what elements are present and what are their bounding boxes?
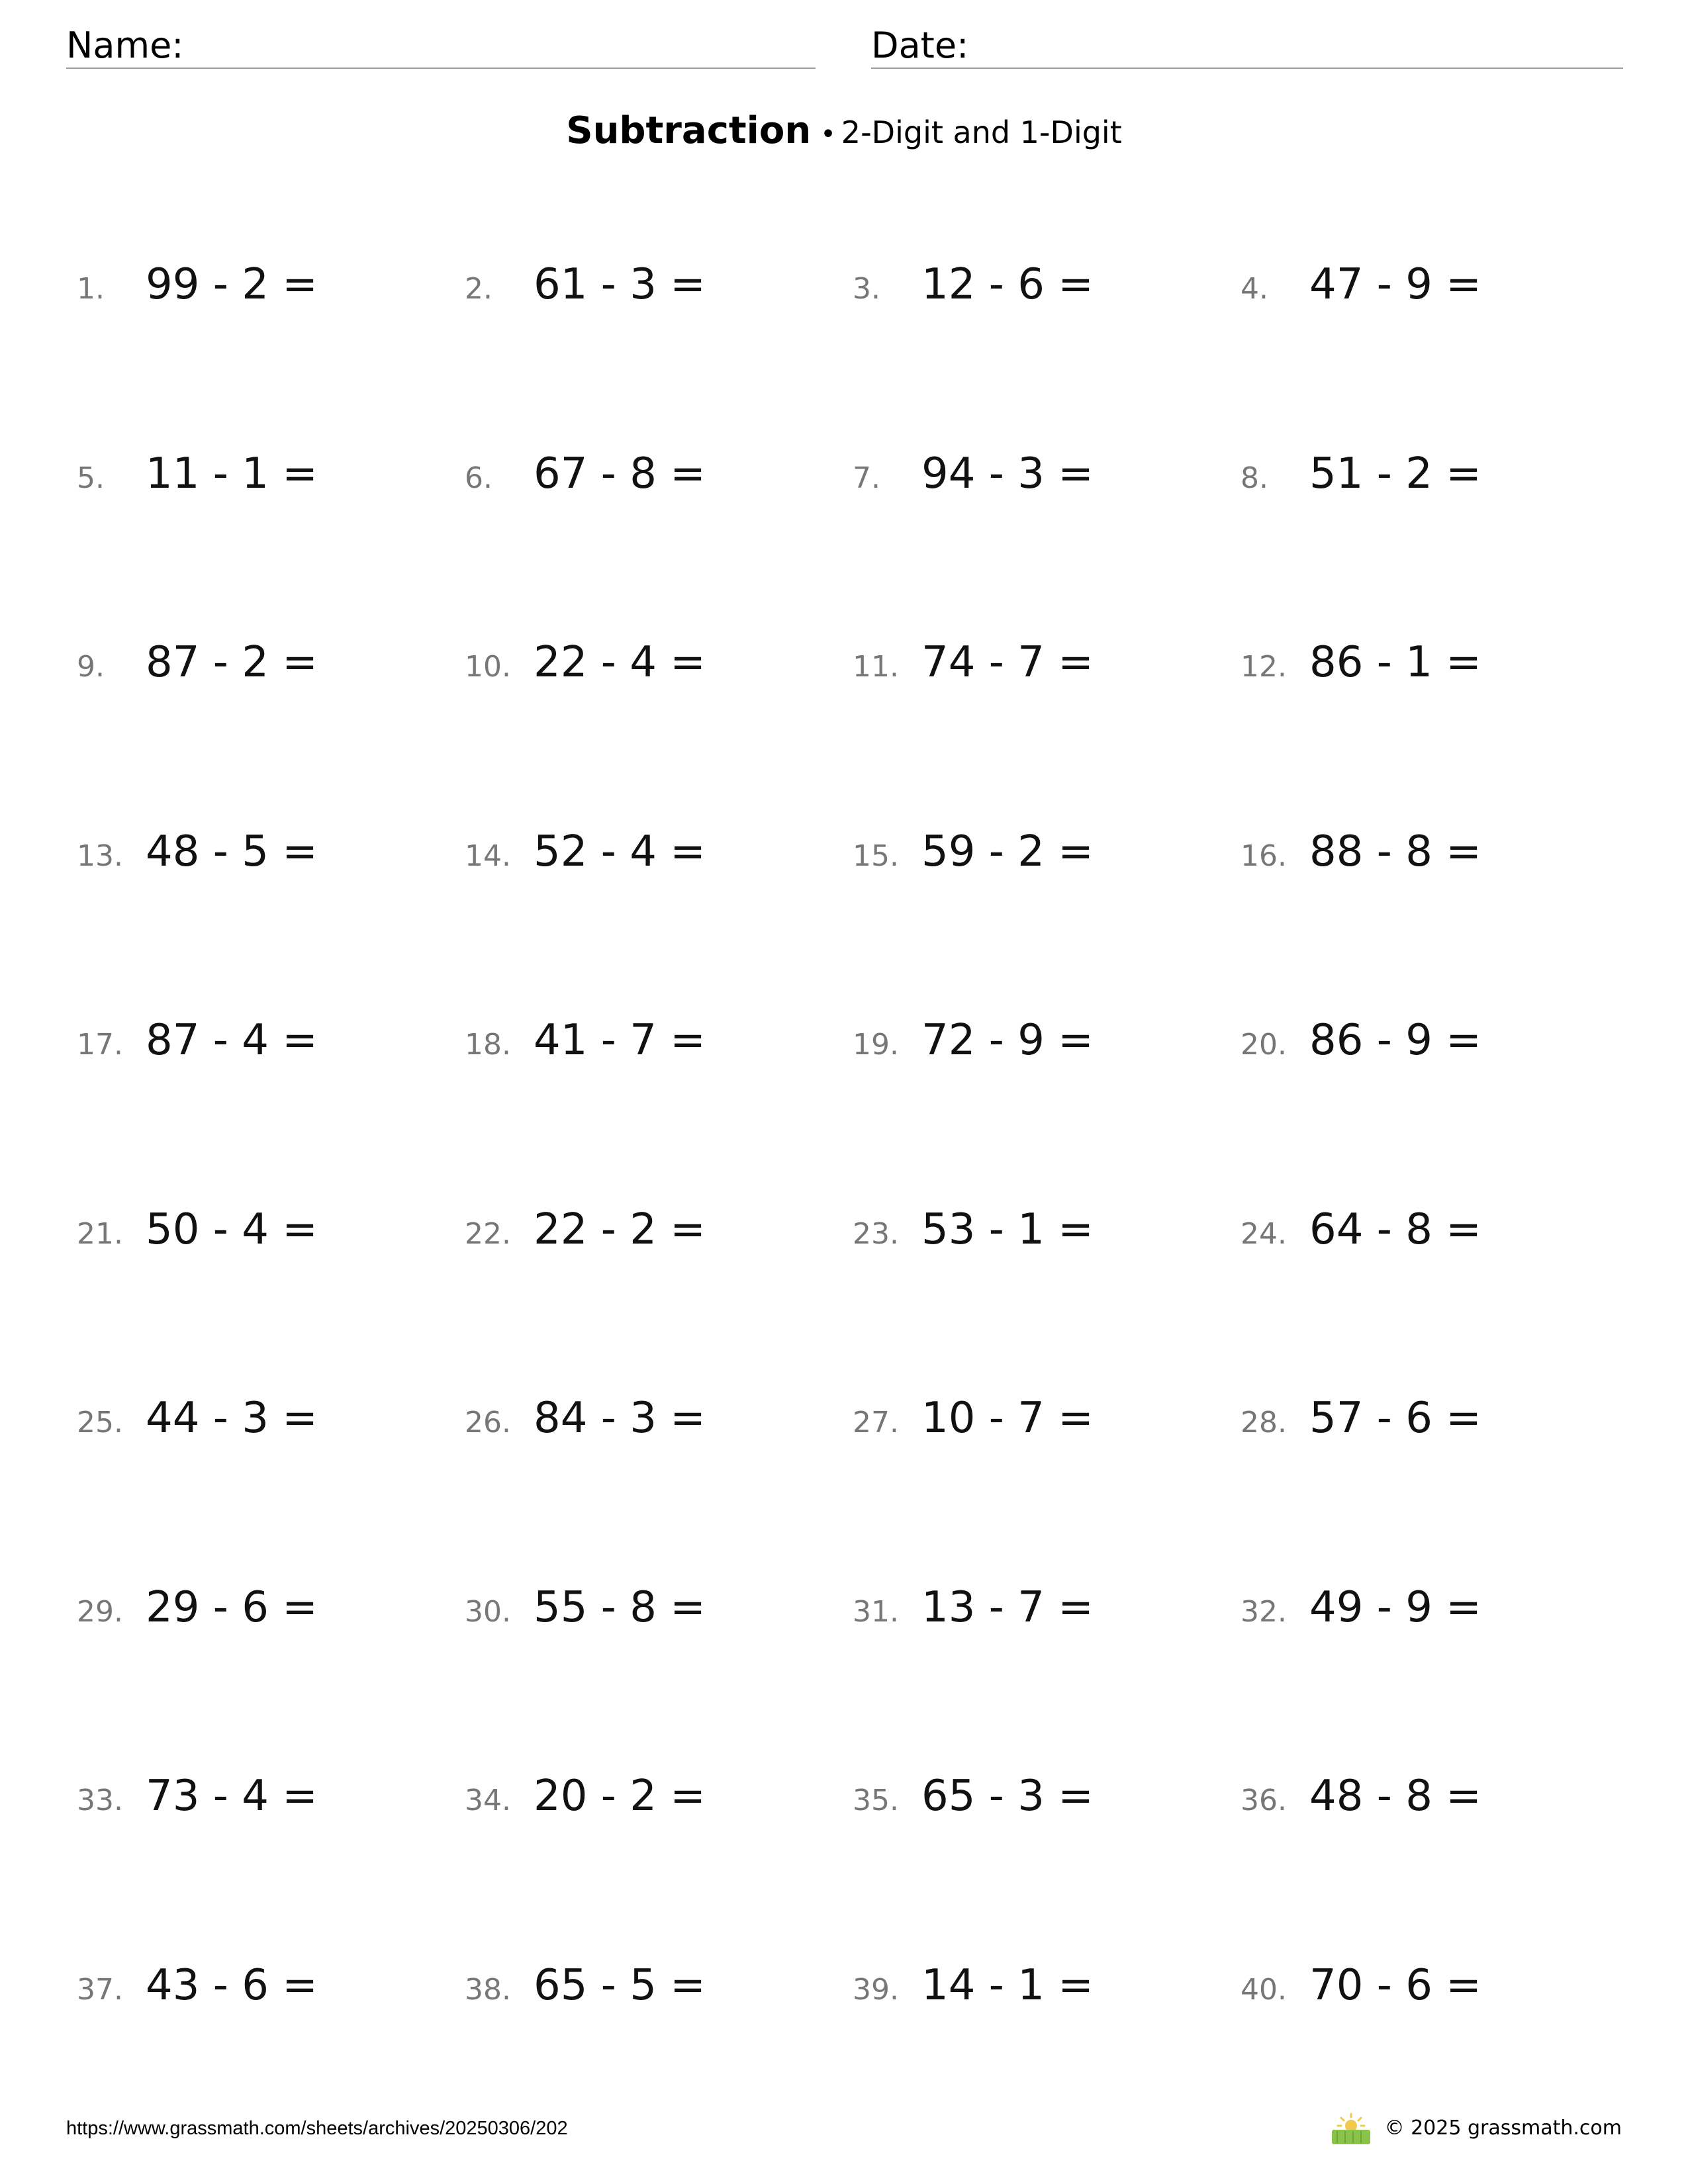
problem-item — [1241, 629, 1628, 696]
problem-item — [465, 1385, 853, 1451]
problem-number: 12. — [1241, 650, 1287, 684]
problem-number: 8. — [1241, 461, 1268, 495]
problem-item — [1241, 1952, 1628, 2019]
problem-number: 27. — [853, 1406, 899, 1439]
problem-expression: 29 - 6 = — [146, 1582, 318, 1632]
problem-expression: 20 - 2 = — [534, 1772, 706, 1821]
problem-number: 29. — [77, 1594, 123, 1629]
problem-number: 9. — [77, 650, 105, 684]
problem-expression: 84 - 3 = — [534, 1394, 706, 1443]
problem-item — [77, 1574, 465, 1641]
problem-item — [77, 1197, 465, 1263]
problem-expression: 11 - 1 = — [146, 449, 318, 498]
problem-expression: 72 - 9 = — [921, 1016, 1094, 1065]
problem-number: 17. — [77, 1028, 123, 1062]
date-field[interactable] — [871, 24, 1623, 69]
problem-number: 5. — [77, 461, 105, 495]
problem-number: 13. — [77, 839, 123, 873]
problem-item — [1241, 1385, 1628, 1451]
problem-item — [77, 819, 465, 885]
problem-number: 23. — [853, 1216, 899, 1251]
problem-item — [1241, 1763, 1628, 1829]
problem-number: 28. — [1241, 1406, 1287, 1439]
problem-expression: 65 - 5 = — [534, 1960, 706, 2010]
problem-item — [853, 1763, 1241, 1829]
title-main: Subtraction — [566, 109, 812, 152]
problem-item — [853, 819, 1241, 885]
grass-sun-logo-icon — [1329, 2111, 1373, 2146]
problem-number: 16. — [1241, 839, 1287, 873]
problem-expression: 74 - 7 = — [921, 638, 1094, 687]
problem-item — [465, 441, 853, 507]
problem-number: 22. — [465, 1216, 511, 1251]
problem-number: 15. — [853, 839, 899, 873]
problem-item — [465, 819, 853, 885]
problem-expression: 73 - 4 = — [146, 1772, 318, 1821]
problem-expression: 88 - 8 = — [1309, 827, 1481, 876]
problem-expression: 99 - 2 = — [146, 260, 318, 309]
problem-item — [1241, 1574, 1628, 1641]
problem-number: 24. — [1241, 1216, 1287, 1251]
problem-item — [1241, 819, 1628, 885]
problem-expression: 65 - 3 = — [921, 1772, 1094, 1821]
problem-expression: 55 - 8 = — [534, 1582, 706, 1632]
problem-expression: 44 - 3 = — [146, 1394, 318, 1443]
problem-number: 32. — [1241, 1594, 1287, 1629]
title-separator: • — [820, 119, 836, 150]
problem-item — [465, 1574, 853, 1641]
problem-expression: 22 - 4 = — [534, 638, 706, 687]
problem-expression: 53 - 1 = — [921, 1205, 1094, 1254]
problem-item — [853, 251, 1241, 318]
problem-expression: 13 - 7 = — [921, 1582, 1094, 1632]
problem-expression: 10 - 7 = — [921, 1394, 1094, 1443]
problem-item — [1241, 1197, 1628, 1263]
problem-item — [853, 629, 1241, 696]
date-label: Date: — [871, 24, 969, 66]
problem-item — [1241, 251, 1628, 318]
problem-number: 14. — [465, 839, 511, 873]
problem-item — [77, 1385, 465, 1451]
problem-number: 21. — [77, 1216, 123, 1251]
problem-expression: 48 - 8 = — [1309, 1772, 1481, 1821]
name-field[interactable] — [66, 24, 816, 69]
problem-number: 36. — [1241, 1784, 1287, 1817]
problem-item — [77, 1763, 465, 1829]
problem-expression: 22 - 2 = — [534, 1205, 706, 1254]
problem-expression: 57 - 6 = — [1309, 1394, 1481, 1443]
problem-item — [77, 1952, 465, 2019]
problem-number: 3. — [853, 272, 880, 306]
problem-item — [853, 1197, 1241, 1263]
problem-item — [853, 441, 1241, 507]
problem-item — [1241, 441, 1628, 507]
problem-number: 20. — [1241, 1028, 1287, 1062]
problem-number: 11. — [853, 650, 899, 684]
problem-item — [853, 1385, 1241, 1451]
problem-number: 18. — [465, 1028, 511, 1062]
problem-item — [77, 441, 465, 507]
problem-number: 37. — [77, 1972, 123, 2007]
problem-expression: 52 - 4 = — [534, 827, 706, 876]
problem-item — [465, 1763, 853, 1829]
worksheet-title — [0, 105, 1688, 166]
problem-item — [465, 1952, 853, 2019]
problem-number: 26. — [465, 1406, 511, 1439]
problem-item — [465, 1007, 853, 1073]
problem-number: 40. — [1241, 1972, 1287, 2007]
problem-number: 10. — [465, 650, 511, 684]
title-subtitle: 2-Digit and 1-Digit — [841, 114, 1122, 150]
problem-number: 1. — [77, 272, 105, 306]
problem-item — [853, 1007, 1241, 1073]
problem-number: 19. — [853, 1028, 899, 1062]
problem-expression: 64 - 8 = — [1309, 1205, 1481, 1254]
problem-item — [77, 251, 465, 318]
footer-copyright: © 2025 grassmath.com — [1384, 2116, 1622, 2140]
problem-expression: 50 - 4 = — [146, 1205, 318, 1254]
problem-expression: 87 - 4 = — [146, 1016, 318, 1065]
problem-number: 7. — [853, 461, 880, 495]
problem-number: 6. — [465, 461, 492, 495]
problem-number: 38. — [465, 1972, 511, 2007]
footer-url[interactable]: https://www.grassmath.com/sheets/archives/20250306/202 — [66, 2118, 568, 2139]
footer-branding — [1329, 2111, 1622, 2146]
problem-expression: 87 - 2 = — [146, 638, 318, 687]
problem-number: 39. — [853, 1972, 899, 2007]
name-label: Name: — [66, 24, 184, 66]
problem-item — [465, 251, 853, 318]
problem-number: 2. — [465, 272, 492, 306]
problem-expression: 61 - 3 = — [534, 260, 706, 309]
problem-number: 25. — [77, 1406, 123, 1439]
problem-expression: 48 - 5 = — [146, 827, 318, 876]
problem-item — [853, 1952, 1241, 2019]
problem-item — [1241, 1007, 1628, 1073]
problem-number: 30. — [465, 1594, 511, 1629]
problem-number: 34. — [465, 1784, 511, 1817]
problem-grid — [77, 251, 1626, 2141]
problem-expression: 67 - 8 = — [534, 449, 706, 498]
problem-expression: 59 - 2 = — [921, 827, 1094, 876]
problem-number: 35. — [853, 1784, 899, 1817]
problem-item — [465, 1197, 853, 1263]
problem-expression: 94 - 3 = — [921, 449, 1094, 498]
problem-expression: 43 - 6 = — [146, 1960, 318, 2010]
problem-item — [465, 629, 853, 696]
problem-expression: 14 - 1 = — [921, 1960, 1094, 2010]
problem-expression: 41 - 7 = — [534, 1016, 706, 1065]
problem-item — [77, 629, 465, 696]
problem-item — [853, 1574, 1241, 1641]
problem-number: 4. — [1241, 272, 1268, 306]
problem-expression: 47 - 9 = — [1309, 260, 1481, 309]
problem-item — [77, 1007, 465, 1073]
problem-number: 33. — [77, 1784, 123, 1817]
problem-expression: 86 - 9 = — [1309, 1016, 1481, 1065]
problem-expression: 49 - 9 = — [1309, 1582, 1481, 1632]
problem-expression: 70 - 6 = — [1309, 1960, 1481, 2010]
problem-number: 31. — [853, 1594, 899, 1629]
problem-expression: 86 - 1 = — [1309, 638, 1481, 687]
problem-expression: 12 - 6 = — [921, 260, 1094, 309]
problem-expression: 51 - 2 = — [1309, 449, 1481, 498]
